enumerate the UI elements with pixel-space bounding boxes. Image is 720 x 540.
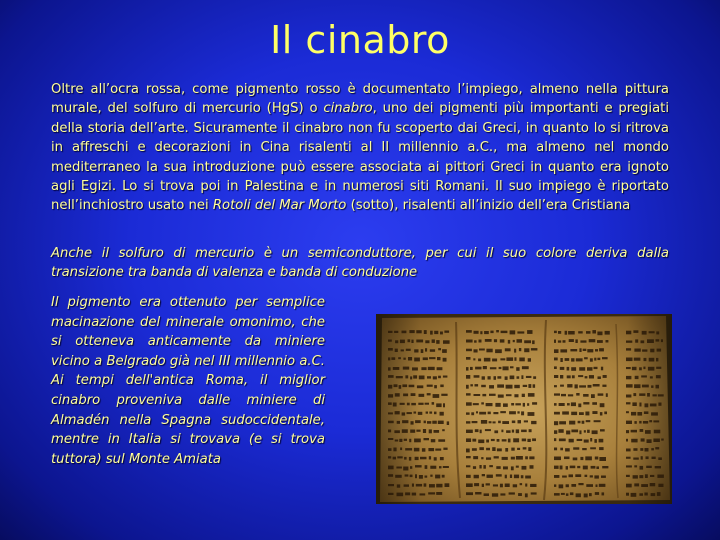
paragraph-cinnabar-history xyxy=(51,80,669,216)
dead-sea-scroll-photo xyxy=(376,314,672,504)
emphasis-text: cinabro xyxy=(323,101,373,117)
emphasis-text: Rotoli del Mar Morto xyxy=(212,198,347,214)
body-text: (sotto), risalenti all’inizio dell’era Cristiana xyxy=(346,198,631,214)
slide-title: Il cinabro xyxy=(270,18,450,62)
paragraph-semiconductor: Anche il solfuro di mercurio è un semiconduttore, per cui il suo colore deriva dalla transizione tra banda di valenza e banda di conduzione xyxy=(51,246,669,281)
body-text: , uno dei pigmenti più importanti e pregiati della storia dell’arte. Sicuramente il cinabro non fu scoperto dai Greci, in quanto lo si ritrova in affreschi e decorazioni in Cina risalenti al II millennio a.C., ma almeno nel mondo mediterraneo la sua introduzione può essere associata ai pittori Greci in quanto era ignoto agli Egizi. Lo si trova poi in Palestina e in numerosi siti Romani. Il suo impiego è riportato nell’inchiostro usato nei xyxy=(51,101,669,214)
paragraph-pigment-source: Il pigmento era ottenuto per semplice macinazione del minerale omonimo, che si otteneva anticamente da miniere vicino a Belgrado già nel III millennio a.C. Ai tempi dell'antica Roma, il miglior cinabro proveniva dalle miniere di Almadén nella Spagna sudoccidentale, mentre in Italia si trovava (e si trova tuttora) sul Monte Amiata xyxy=(51,295,325,467)
body-text: Oltre all’ocra rossa, come pigmento rosso è documentato l’impiego, almeno nella pittura murale, del solfuro di mercurio (HgS) o xyxy=(51,82,669,117)
